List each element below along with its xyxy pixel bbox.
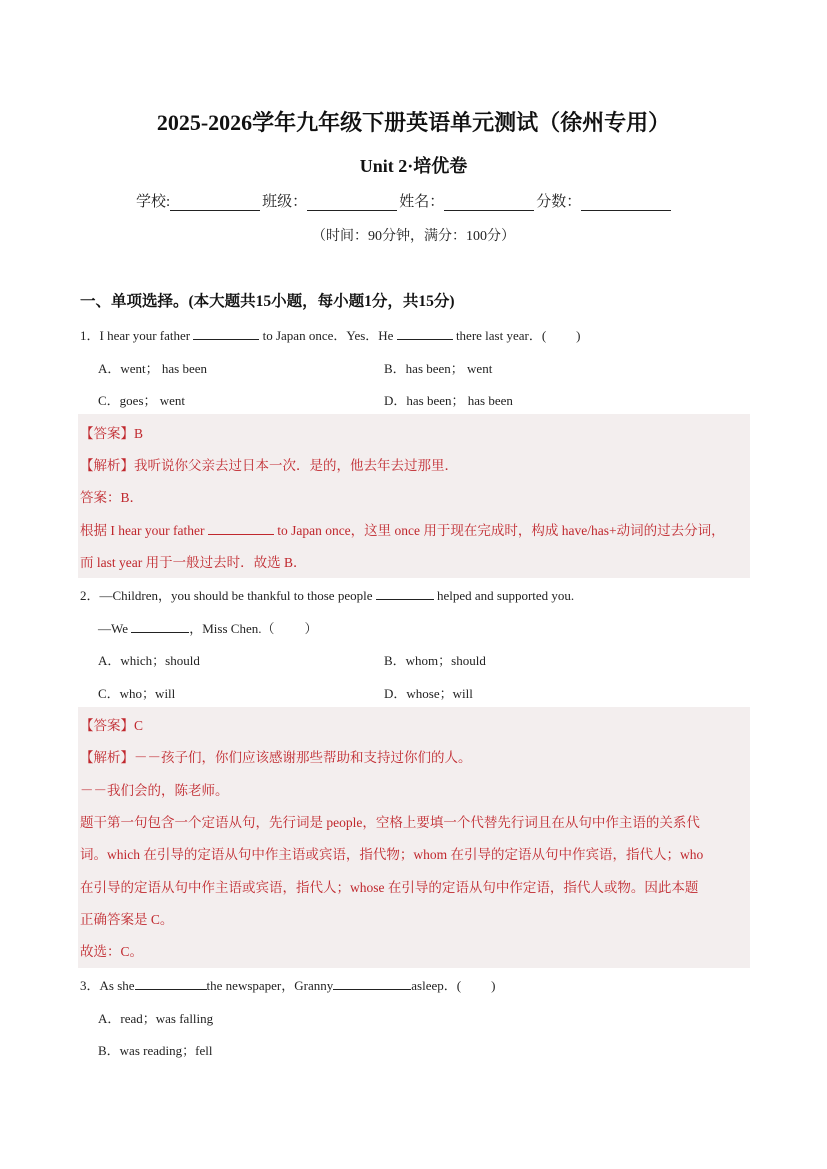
question-text: ) xyxy=(576,328,581,343)
analysis-text: 而 last year 用于一般过去时．故选 B． xyxy=(80,555,307,570)
analysis-text: 【解析】我听说你父亲去过日本一次．是的，他去年去过那里． xyxy=(80,458,458,473)
question-text: —We xyxy=(98,621,128,636)
option-b[interactable]: B．has been； went xyxy=(384,361,493,376)
school-field[interactable] xyxy=(170,196,260,211)
question-text: ，Miss Chen.（ xyxy=(189,621,275,636)
time-info: （时间：90分钟，满分：100分） xyxy=(312,229,515,244)
analysis-text: to Japan once，这里 once 用于现在完成时，构成 have/has+动词的过去分词， xyxy=(277,523,725,538)
option-b[interactable]: B．was reading；fell xyxy=(98,1043,213,1058)
school-label: 学校: xyxy=(136,194,171,210)
answer-blank xyxy=(131,620,189,633)
analysis-text xyxy=(80,519,725,539)
analysis-text: 正确答案是 C。 xyxy=(80,912,174,927)
answer-label: 【答案】B xyxy=(80,426,144,441)
option-a[interactable]: A．which；should xyxy=(98,653,200,668)
question-number: 1． xyxy=(80,328,100,343)
option-c[interactable]: C．goes； went xyxy=(98,393,186,408)
class-label: 班级： xyxy=(262,194,308,210)
student-info-row xyxy=(136,190,736,211)
question-text: As she xyxy=(99,978,135,993)
analysis-text: 题干第一句包含一个定语从句，先行词是 people，空格上要填一个代替先行词且在从句中作主语的关系代 xyxy=(80,815,700,830)
analysis-text: 词。which 在引导的定语从句中作主语或宾语，指代物；whom 在引导的定语从句中作宾语，指代人；who xyxy=(80,847,704,862)
answer-blank xyxy=(208,522,274,535)
question-1 xyxy=(80,325,581,344)
score-label: 分数： xyxy=(536,194,582,210)
analysis-text: －－我们会的，陈老师。 xyxy=(80,783,229,798)
question-text: the newspaper，Granny xyxy=(206,978,334,993)
option-b[interactable]: B．whom；should xyxy=(384,653,486,668)
question-text: to Japan once．Yes．He xyxy=(262,328,394,343)
score-field[interactable] xyxy=(581,196,671,211)
question-text: asleep．( xyxy=(411,978,462,993)
option-d[interactable]: D．whose；will xyxy=(384,686,473,701)
option-c[interactable]: C．who；will xyxy=(98,686,176,701)
analysis-text: 在引导的定语从句中作主语或宾语，指代人；whose 在引导的定语从句中作定语，指代人或物。因此本题 xyxy=(80,880,699,895)
question-text: I hear your father xyxy=(99,328,191,343)
question-text: ） xyxy=(304,621,318,636)
question-text: helped and supported you. xyxy=(436,588,575,603)
answer-box-2 xyxy=(78,707,750,968)
section-heading: 一、单项选择。(本大题共15小题，每小题1分，共15分) xyxy=(80,293,455,310)
question-text: there last year．( xyxy=(455,328,547,343)
question-number: 3． xyxy=(80,978,100,993)
question-2 xyxy=(80,585,574,604)
analysis-text: 答案：B． xyxy=(80,490,144,505)
analysis-text: 【解析】－－孩子们，你们应该感谢那些帮助和支持过你们的人。 xyxy=(80,750,472,765)
analysis-text: 根据 I hear your father xyxy=(80,523,205,538)
class-field[interactable] xyxy=(307,196,397,211)
answer-blank xyxy=(193,327,259,340)
question-text: —Children，you should be thankful to those people xyxy=(99,588,373,603)
question-number: 2． xyxy=(80,588,100,603)
answer-label: 【答案】C xyxy=(80,718,144,733)
option-a[interactable]: A．went； has been xyxy=(98,361,208,376)
answer-blank xyxy=(376,587,434,600)
page-title: 2025-2026学年九年级下册英语单元测试（徐州专用） xyxy=(156,110,671,135)
page-subtitle: Unit 2·培优卷 xyxy=(359,156,468,176)
answer-box-1 xyxy=(78,414,750,578)
answer-blank xyxy=(333,977,411,990)
analysis-text: 故选：C。 xyxy=(80,944,144,959)
question-3 xyxy=(80,975,495,994)
name-label: 姓名： xyxy=(399,194,445,210)
option-d[interactable]: D．has been； has been xyxy=(384,393,513,408)
answer-blank xyxy=(135,977,207,990)
question-text: ) xyxy=(491,978,496,993)
question-2-reply xyxy=(98,618,318,637)
name-field[interactable] xyxy=(444,196,534,211)
answer-blank xyxy=(397,327,453,340)
option-a[interactable]: A．read；was falling xyxy=(98,1011,214,1026)
